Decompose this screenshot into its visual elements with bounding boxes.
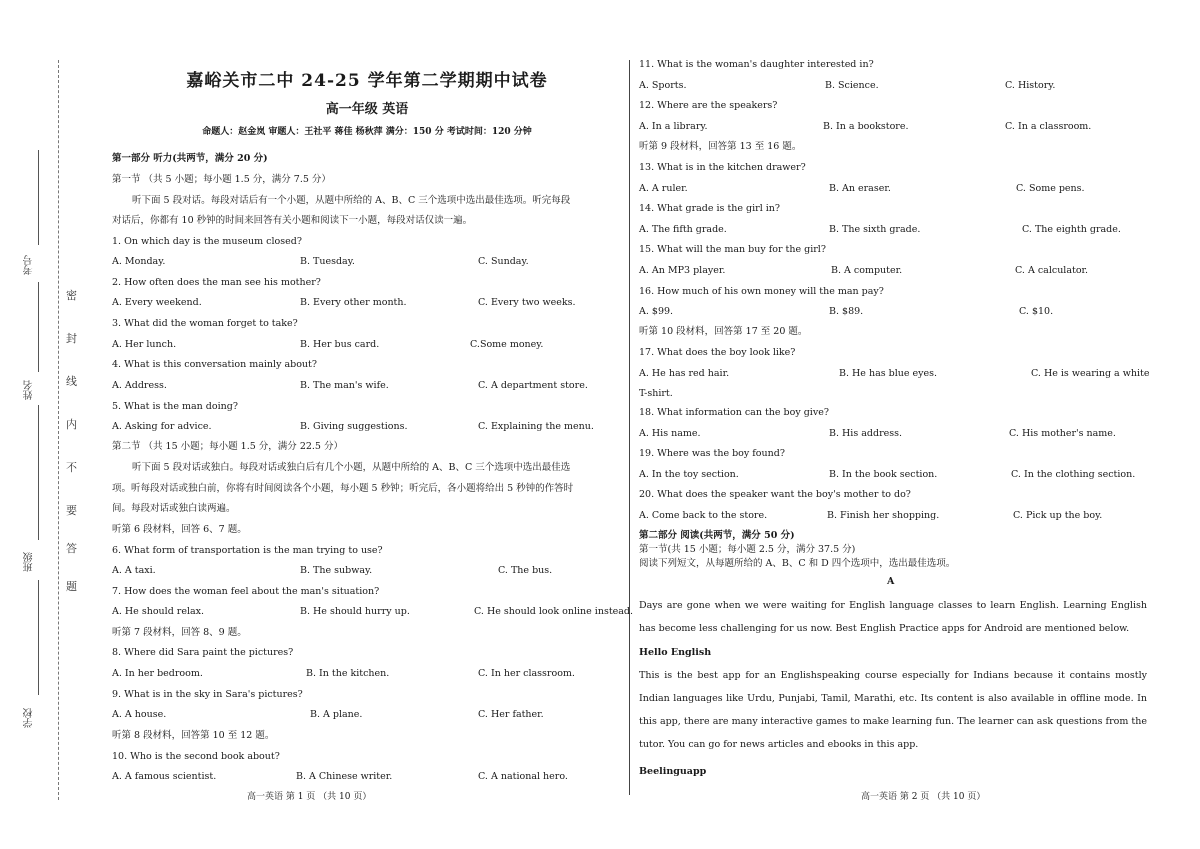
option-b: B. Giving suggestions.: [300, 421, 408, 432]
option-c: C. Explaining the menu.: [478, 421, 594, 432]
option-a: A. $99.: [639, 306, 674, 317]
page-footer: 高一英语 第 1 页 （共 10 页）: [247, 792, 372, 802]
question-1: 1. On which day is the museum closed?: [112, 236, 302, 247]
option-b: B. A computer.: [831, 265, 903, 276]
option-b: B. Tuesday.: [300, 256, 355, 267]
material-note: 听第 9 段材料，回答第 13 至 16 题。: [639, 141, 802, 152]
question-7: 7. How does the woman feel about the man's situation?: [112, 586, 380, 597]
option-a: A. Monday.: [112, 256, 166, 267]
seal-char: 线: [66, 375, 77, 388]
option-c: C. Every two weeks.: [478, 297, 576, 308]
option-b: B. The subway.: [300, 565, 373, 576]
part2-section1-heading: 第一节(共 15 小题；每小题 2.5 分，满分 37.5 分): [639, 544, 856, 555]
question-20: 20. What does the speaker want the boy's mother to do?: [639, 489, 911, 500]
option-b: B. A Chinese writer.: [296, 771, 393, 782]
option-a: A. In the toy section.: [639, 469, 739, 480]
option-c: C. A calculator.: [1015, 265, 1089, 276]
option-a: A. In her bedroom.: [112, 668, 203, 679]
seal-char: 不: [66, 461, 77, 474]
question-18: 18. What information can the boy give?: [639, 407, 829, 418]
option-b: B. An eraser.: [829, 183, 891, 194]
part2-instructions: 阅读下列短文，从每题所给的 A、B、C 和 D 四个选项中，选出最佳选项。: [639, 558, 956, 569]
column-divider: [629, 60, 630, 795]
question-4: 4. What is this conversation mainly about?: [112, 359, 317, 370]
exam-title: 嘉峪关市二中 24-25 学年第二学期期中试卷: [186, 71, 548, 91]
question-14: 14. What grade is the girl in?: [639, 203, 781, 214]
option-b: B. In the kitchen.: [306, 668, 390, 679]
option-a: A. An MP3 player.: [639, 265, 726, 276]
option-a: A. A ruler.: [639, 183, 688, 194]
question-3: 3. What did the woman forget to take?: [112, 318, 298, 329]
seal-char: 要: [66, 504, 77, 517]
material-note: 听第 7 段材料，回答 8、9 题。: [112, 627, 247, 638]
option-c: C. The eighth grade.: [1022, 224, 1121, 235]
option-b: B. He has blue eyes.: [839, 368, 938, 379]
section2-instructions-3: 间。每段对话或独白读两遍。: [112, 503, 236, 514]
question-15: 15. What will the man buy for the girl?: [639, 244, 826, 255]
option-b: B. The sixth grade.: [829, 224, 921, 235]
question-9: 9. What is in the sky in Sara's pictures?: [112, 689, 303, 700]
question-6: 6. What form of transportation is the man trying to use?: [112, 545, 383, 556]
exam-number-line-2: [38, 282, 39, 372]
question-13: 13. What is in the kitchen drawer?: [639, 162, 806, 173]
option-c: C. A department store.: [478, 380, 588, 391]
option-c: C. He should look online instead.: [474, 606, 634, 617]
option-c: C. In a classroom.: [1005, 121, 1092, 132]
name-line: [38, 405, 39, 540]
passage-intro: Days are gone when we were waiting for English language classes to learn English. Learning English has become less challenging for us now. Best English Practice apps for Android are mentioned below.: [639, 600, 1147, 634]
seal-char: 密: [66, 289, 77, 302]
section1-heading: 第一节 （共 5 小题；每小题 1.5 分，满分 7.5 分）: [112, 174, 331, 185]
option-b: B. A plane.: [310, 709, 363, 720]
option-a: A. Come back to the store.: [639, 510, 768, 521]
question-19: 19. Where was the boy found?: [639, 448, 785, 459]
exam-meta: 命题人：赵金岚 审题人：王社平 蒋佳 杨秋萍 满分：150 分 考试时间：120 分钟: [202, 127, 532, 137]
material-note: 听第 10 段材料，回答第 17 至 20 题。: [639, 326, 808, 337]
option-c: C. In her classroom.: [478, 668, 575, 679]
option-c: C. Her father.: [478, 709, 544, 720]
seal-line: [58, 60, 59, 800]
option-c: C. Sunday.: [478, 256, 529, 267]
question-17: 17. What does the boy look like?: [639, 347, 796, 358]
option-b: B. Every other month.: [300, 297, 407, 308]
option-c: C. Some pens.: [1016, 183, 1085, 194]
part2-heading: 第二部分 阅读(共两节，满分 50 分): [639, 530, 795, 541]
material-note: 听第 6 段材料，回答 6、7 题。: [112, 524, 247, 535]
option-c-continued: T-shirt.: [639, 388, 673, 399]
option-c: C. History.: [1005, 80, 1056, 91]
question-5: 5. What is the man doing?: [112, 401, 238, 412]
material-note: 听第 8 段材料，回答第 10 至 12 题。: [112, 730, 275, 741]
section1-instructions: 听下面 5 段对话。每段对话后有一个小题，从题中所给的 A、B、C 三个选项中选出最佳选项。听完每段: [132, 195, 571, 206]
question-8: 8. Where did Sara paint the pictures?: [112, 647, 294, 658]
question-16: 16. How much of his own money will the man pay?: [639, 286, 884, 297]
seal-char: 封: [66, 332, 77, 345]
option-c: C. He is wearing a white: [1031, 368, 1150, 379]
option-a: A. A house.: [112, 709, 167, 720]
option-b: B. $89.: [829, 306, 864, 317]
seal-char: 题: [66, 580, 77, 593]
class-label: 班级: [24, 552, 35, 572]
option-a: A. A famous scientist.: [112, 771, 217, 782]
option-c: C. The bus.: [498, 565, 553, 576]
exam-number-line: [38, 150, 39, 245]
exam-number-label: 考号: [24, 255, 35, 275]
passage-label: A: [887, 576, 895, 587]
option-c: C. Pick up the boy.: [1013, 510, 1103, 521]
option-a: A. Asking for advice.: [112, 421, 212, 432]
option-a: A. Sports.: [639, 80, 687, 91]
option-a: A. Her lunch.: [112, 339, 177, 350]
class-line: [38, 580, 39, 695]
option-c: C. His mother's name.: [1009, 428, 1116, 439]
app-name-hello-english: Hello English: [639, 647, 712, 658]
section2-instructions-2: 项。听每段对话或独白前，你将有时间阅读各个小题，每小题 5 秒钟；听完后，各小题将给出 5 秒钟的作答时: [112, 483, 574, 494]
app-description: This is the best app for an Englishspeaking course especially for Indians because it contains mostly Indian languages like Urdu, Punjabi, Tamil, Marathi, etc. Its content is also available in offline mode. In this app, there are many interactive games to make learning fun. The learner can ask questions from the tutor. You can go for news articles and ebooks in this app.: [639, 670, 1147, 750]
school-label: 学校: [24, 708, 35, 728]
option-c: C. $10.: [1019, 306, 1054, 317]
name-label: 姓名: [24, 380, 35, 400]
option-c: C.Some money.: [470, 339, 544, 350]
option-a: A. The fifth grade.: [639, 224, 727, 235]
option-b: B. The man's wife.: [300, 380, 389, 391]
option-c: C. In the clothing section.: [1011, 469, 1136, 480]
option-a: A. He has red hair.: [639, 368, 730, 379]
section1-instructions-2: 对话后，你都有 10 秒钟的时间来回答有关小题和阅读下一小题，每段对话仅读一遍。: [112, 215, 473, 226]
option-b: B. Finish her shopping.: [827, 510, 940, 521]
binding-margin: [0, 0, 110, 849]
question-2: 2. How often does the man see his mother?: [112, 277, 321, 288]
exam-subtitle: 高一年级 英语: [325, 102, 409, 117]
page-footer: 高一英语 第 2 页 （共 10 页）: [861, 792, 986, 802]
option-b: B. In a bookstore.: [823, 121, 909, 132]
part1-heading: 第一部分 听力(共两节，满分 20 分): [112, 153, 268, 164]
option-b: B. He should hurry up.: [300, 606, 410, 617]
question-10: 10. Who is the second book about?: [112, 751, 280, 762]
option-b: B. Her bus card.: [300, 339, 380, 350]
option-a: A. Address.: [112, 380, 167, 391]
option-a: A. In a library.: [639, 121, 708, 132]
option-a: A. Every weekend.: [112, 297, 202, 308]
section2-instructions: 听下面 5 段对话或独白。每段对话或独白后有几个小题，从题中所给的 A、B、C 三个选项中选出最佳选: [132, 462, 571, 473]
question-11: 11. What is the woman's daughter interested in?: [639, 59, 874, 70]
option-a: A. A taxi.: [112, 565, 156, 576]
seal-char: 内: [66, 418, 77, 431]
seal-char: 答: [66, 542, 77, 555]
option-b: B. Science.: [825, 80, 879, 91]
option-a: A. He should relax.: [112, 606, 205, 617]
option-a: A. His name.: [639, 428, 701, 439]
question-12: 12. Where are the speakers?: [639, 100, 778, 111]
option-b: B. In the book section.: [829, 469, 938, 480]
section2-heading: 第二节 （共 15 小题；每小题 1.5 分，满分 22.5 分）: [112, 441, 343, 452]
app-name-beelinguapp: Beelinguapp: [639, 766, 707, 777]
option-c: C. A national hero.: [478, 771, 568, 782]
option-b: B. His address.: [829, 428, 902, 439]
